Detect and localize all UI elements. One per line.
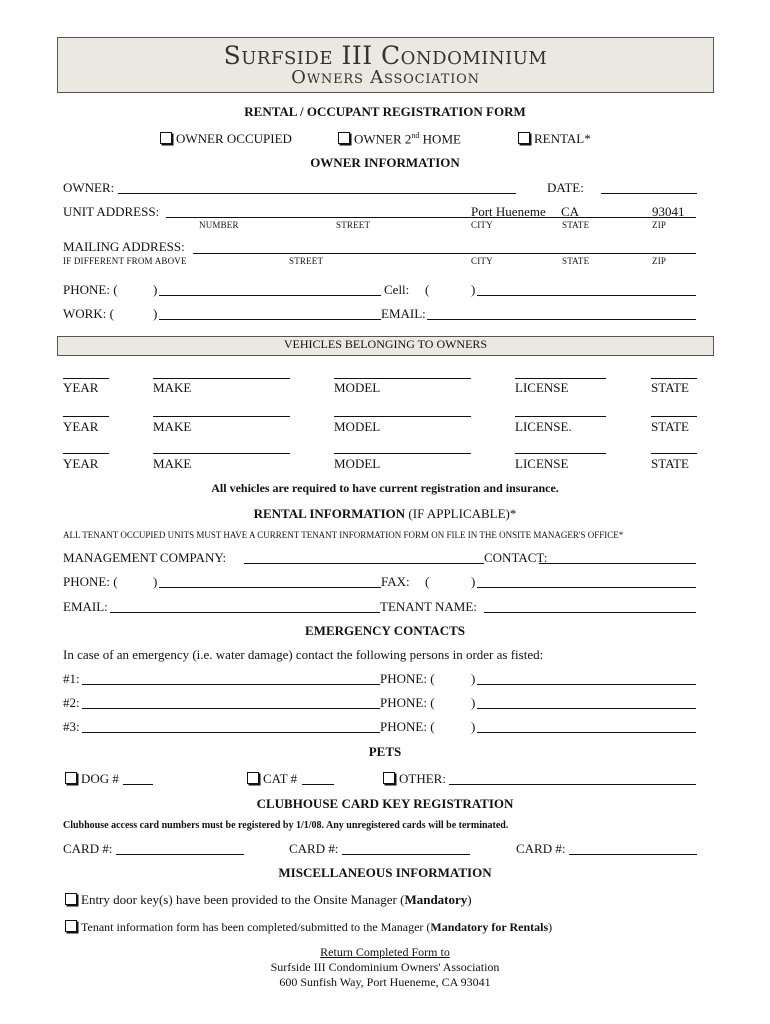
email-field[interactable] — [427, 319, 696, 320]
vehicle-2-state-field[interactable] — [651, 416, 697, 417]
vehicle-1-model-field[interactable] — [334, 378, 471, 379]
keys-label: Entry door key(s) have been provided to the Onsite Manager ( — [81, 892, 405, 907]
vehicle-1-license-field[interactable] — [515, 378, 606, 379]
emergency-3-phone-label: PHONE: ( — [380, 719, 435, 734]
rental-label: RENTAL* — [534, 131, 591, 146]
vehicle-3-state-label: STATE — [651, 456, 689, 471]
rental-phone-paren-close: ) — [153, 574, 158, 589]
card-2-label: CARD #: — [289, 841, 339, 856]
mgmt-company-label: MANAGEMENT COMPANY: — [63, 550, 227, 565]
mailing-sub-city: CITY — [471, 256, 493, 266]
vehicle-1-license-label: LICENSE — [515, 380, 569, 395]
card-1-field[interactable] — [116, 854, 244, 855]
owner-info-heading: OWNER INFORMATION — [310, 155, 460, 170]
date-field[interactable] — [601, 193, 697, 194]
unit-address-label: UNIT ADDRESS: — [63, 204, 160, 219]
sub-city: CITY — [471, 220, 493, 230]
vehicle-3-model-label: MODEL — [334, 456, 381, 471]
unit-zip-value: 93041 — [652, 204, 685, 219]
owner-2nd-home-option[interactable] — [338, 131, 461, 147]
phone-label: PHONE: ( — [63, 282, 118, 297]
work-paren-close: ) — [153, 306, 158, 321]
vehicle-3-model-field[interactable] — [334, 453, 471, 454]
rental-info-heading-bold: RENTAL INFORMATION — [253, 506, 406, 521]
misc-heading: MISCELLANEOUS INFORMATION — [278, 865, 492, 880]
vehicles-heading: VEHICLES BELONGING TO OWNERS — [283, 337, 488, 351]
mailing-address-field[interactable] — [193, 253, 696, 254]
card-3-label: CARD #: — [516, 841, 566, 856]
emergency-2-label: #2: — [63, 695, 80, 710]
emergency-2-paren-close: ) — [471, 695, 476, 710]
rental-checkbox[interactable] — [518, 132, 530, 144]
vehicle-3-state-field[interactable] — [651, 453, 697, 454]
vehicle-2-make-label: MAKE — [153, 419, 192, 434]
vehicle-1-year-field[interactable] — [63, 378, 109, 379]
vehicle-2-state-label: STATE — [651, 419, 689, 434]
emergency-1-phone-field[interactable] — [477, 684, 696, 685]
other-pet-label: OTHER: — [399, 771, 446, 786]
vehicle-3-license-field[interactable] — [515, 453, 606, 454]
cell-paren-open: ( — [425, 282, 430, 297]
mailing-sub-street: STREET — [289, 256, 324, 266]
vehicle-2-year-label: YEAR — [63, 419, 99, 434]
tenant-form-close: ) — [548, 920, 553, 934]
fax-label: FAX: — [381, 574, 410, 589]
vehicle-1-state-field[interactable] — [651, 378, 697, 379]
vehicle-2-model-label: MODEL — [334, 419, 381, 434]
sub-zip: ZIP — [652, 220, 667, 230]
emergency-3-label: #3: — [63, 719, 80, 734]
owner-occupied-option[interactable] — [160, 131, 292, 147]
clubhouse-heading: CLUBHOUSE CARD KEY REGISTRATION — [256, 796, 514, 811]
header-banner — [57, 37, 714, 93]
rental-info-heading — [0, 506, 770, 522]
work-label: WORK: ( — [63, 306, 114, 321]
vehicle-3-year-label: YEAR — [63, 456, 99, 471]
mailing-address-label: MAILING ADDRESS: — [63, 239, 185, 254]
rental-email-field[interactable] — [110, 612, 380, 613]
card-1-label: CARD #: — [63, 841, 113, 856]
emergency-1-name-field[interactable] — [82, 684, 380, 685]
other-pet-checkbox[interactable] — [383, 772, 395, 784]
vehicle-3-license-label: LICENSE — [515, 456, 569, 471]
association-subtitle: Owners Association — [291, 67, 480, 88]
cat-checkbox[interactable] — [247, 772, 259, 784]
fax-paren-close: ) — [471, 574, 476, 589]
vehicle-1-model-label: MODEL — [334, 380, 381, 395]
vehicles-note: All vehicles are required to have current registration and insurance. — [211, 481, 559, 495]
owner-field[interactable] — [118, 193, 516, 194]
owner-2nd-home-label: OWNER 2 — [354, 131, 412, 147]
vehicle-1-year-label: YEAR — [63, 380, 99, 395]
vehicle-1-state-label: STATE — [651, 380, 689, 395]
cat-label: CAT # — [263, 771, 298, 786]
contact-field[interactable] — [539, 563, 696, 564]
emergency-1-paren-close: ) — [471, 671, 476, 686]
owner-2nd-home-suffix: HOME — [419, 131, 461, 147]
footer-address: 600 Sunfish Way, Port Hueneme, CA 93041 — [279, 975, 491, 989]
mailing-sub-zip: ZIP — [652, 256, 667, 266]
misc-item-keys[interactable] — [65, 892, 472, 908]
emergency-intro: In case of an emergency (i.e. water damage) contact the following persons in order as fisted: — [63, 647, 544, 662]
dog-count-field[interactable] — [123, 784, 153, 785]
dog-option[interactable] — [65, 771, 119, 787]
other-pet-field[interactable] — [449, 784, 696, 785]
rental-phone-field[interactable] — [159, 587, 381, 588]
other-pet-option[interactable] — [383, 771, 446, 787]
unit-city-value: Port Hueneme — [471, 204, 546, 219]
keys-checkbox[interactable] — [65, 893, 77, 905]
emergency-3-name-field[interactable] — [82, 732, 380, 733]
form-title: RENTAL / OCCUPANT REGISTRATION FORM — [244, 104, 526, 119]
owner-label: OWNER: — [63, 180, 115, 195]
tenant-form-label: Tenant information form has been completed/submitted to the Manager ( — [81, 920, 431, 934]
card-2-field[interactable] — [342, 854, 470, 855]
tenant-form-checkbox[interactable] — [65, 920, 77, 932]
fax-paren-open: ( — [425, 574, 430, 589]
dog-checkbox[interactable] — [65, 772, 77, 784]
emergency-3-phone-field[interactable] — [477, 732, 696, 733]
rental-option[interactable] — [518, 131, 591, 147]
owner-occupied-label: OWNER OCCUPIED — [176, 131, 292, 146]
owner-occupied-checkbox[interactable] — [160, 132, 172, 144]
keys-mandatory: Mandatory — [404, 892, 468, 907]
rental-info-heading-rest: (IF APPLICABLE)* — [405, 506, 517, 521]
emergency-2-phone-label: PHONE: ( — [380, 695, 435, 710]
phone-field[interactable] — [159, 295, 381, 296]
rental-phone-label: PHONE: ( — [63, 574, 118, 589]
dog-label: DOG # — [81, 771, 119, 786]
vehicle-2-year-field[interactable] — [63, 416, 109, 417]
cat-count-field[interactable] — [302, 784, 334, 785]
sub-number: NUMBER — [199, 220, 239, 230]
rental-email-label: EMAIL: — [63, 599, 108, 614]
owner-2nd-home-checkbox[interactable] — [338, 132, 350, 144]
emergency-2-name-field[interactable] — [82, 708, 380, 709]
cell-field[interactable] — [477, 295, 696, 296]
vehicle-3-make-field[interactable] — [153, 453, 290, 454]
clubhouse-note: Clubhouse access card numbers must be registered by 1/1/08. Any unregistered cards will be terminated. — [63, 820, 509, 831]
vehicle-2-make-field[interactable] — [153, 416, 290, 417]
owner-2nd-home-sup: nd — [411, 131, 420, 140]
rental-notice: ALL TENANT OCCUPIED UNITS MUST HAVE A CURRENT TENANT INFORMATION FORM ON FILE IN THE ONSITE MANAGER'S OFFICE* — [63, 530, 624, 540]
vehicle-1-make-label: MAKE — [153, 380, 192, 395]
sub-street: STREET — [336, 220, 371, 230]
cell-label: Cell: — [384, 282, 410, 297]
unit-state-value: CA — [561, 204, 580, 219]
tenant-form-mandatory: Mandatory for Rentals — [430, 920, 549, 934]
fax-field[interactable] — [477, 587, 696, 588]
sub-state: STATE — [562, 220, 590, 230]
tenant-name-label: TENANT NAME: — [380, 599, 477, 614]
association-title: Surfside III Condominium — [223, 41, 548, 70]
phone-paren-close: ) — [153, 282, 158, 297]
vehicle-1-make-field[interactable] — [153, 378, 290, 379]
mgmt-company-field[interactable] — [244, 563, 484, 564]
misc-item-tenant-form[interactable] — [65, 920, 552, 935]
keys-close: ) — [467, 892, 472, 907]
cell-paren-close: ) — [471, 282, 476, 297]
email-label: EMAIL: — [381, 306, 426, 321]
mailing-sub-if-different: IF DIFFERENT FROM ABOVE — [63, 256, 187, 266]
work-field[interactable] — [159, 319, 381, 320]
tenant-name-field[interactable] — [484, 612, 696, 613]
emergency-2-phone-field[interactable] — [477, 708, 696, 709]
vehicle-3-make-label: MAKE — [153, 456, 192, 471]
pets-heading: PETS — [368, 744, 402, 759]
vehicle-2-license-label: LICENSE. — [515, 419, 572, 434]
cat-option[interactable] — [247, 771, 297, 787]
emergency-3-paren-close: ) — [471, 719, 476, 734]
date-label: DATE: — [547, 180, 584, 195]
vehicle-2-license-field[interactable] — [515, 416, 606, 417]
footer-association: Surfside III Condominium Owners' Association — [270, 960, 500, 974]
vehicle-3-year-field[interactable] — [63, 453, 109, 454]
card-3-field[interactable] — [569, 854, 697, 855]
vehicle-2-model-field[interactable] — [334, 416, 471, 417]
footer-return: Return Completed Form to — [320, 945, 450, 959]
mailing-sub-state: STATE — [562, 256, 590, 266]
emergency-1-label: #1: — [63, 671, 80, 686]
emergency-1-phone-label: PHONE: ( — [380, 671, 435, 686]
emergency-heading: EMERGENCY CONTACTS — [305, 623, 465, 638]
contact-label: CONTACT: — [484, 550, 548, 565]
unit-address-field[interactable] — [166, 217, 696, 218]
